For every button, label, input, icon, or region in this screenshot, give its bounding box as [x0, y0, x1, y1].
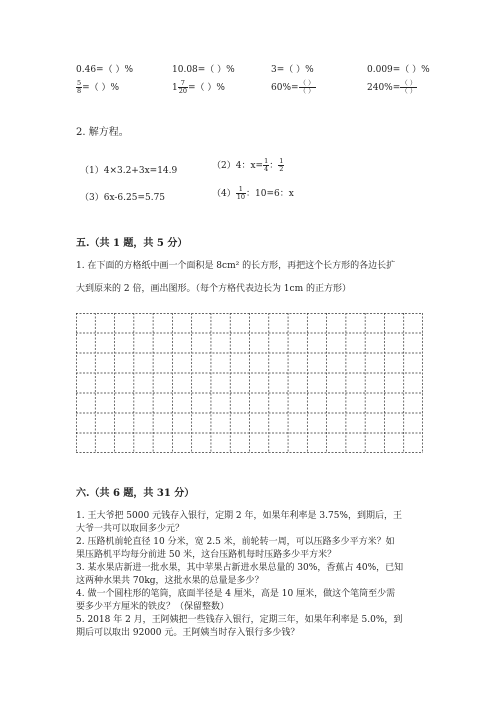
question-text-line: 大爷一共可以取回多少元？	[76, 524, 185, 534]
question-text-line: 果压路机平均每分前进 50 米，这台压路机每时压路多少平方米？	[76, 550, 337, 560]
question-text-line: 要多少平方厘米的铁皮？（保留整数）	[76, 602, 230, 612]
percent-item-five-eighths: $\frac{5}{8}$ =（ ）%	[77, 79, 120, 95]
equation-3: （3）6x-6.25=5.75	[80, 193, 166, 203]
question-text-line: 2. 压路机前轮直径 10 分米，宽 2.5 米，前轮转一周，可以压路多少平方米？如	[76, 537, 395, 547]
equation-2: （2）4：x= $\frac{1}{4}$ ： $\frac{1}{2}$	[212, 157, 284, 173]
section-heading: 五.（共 1 题，共 5 分）	[76, 238, 188, 249]
question-text-line: 4. 做一个圆柱形的笔筒，底面半径是 4 厘米，高是 10 厘米，做这个笔筒至少需	[76, 589, 396, 599]
question-text-line: 5. 2018 年 2 月，王阿姨把一些钱存入银行，定期三年，如果年利率是 5.0%，到	[76, 615, 403, 625]
percent-item-0.009: 0.009=（ ）%	[367, 65, 430, 75]
question-text-line: 期后可以取出 92000 元。王阿姨当时存入银行多少钱？	[76, 628, 300, 638]
question-text-line: 1. 王大爷把 5000 元钱存入银行，定期 2 年，如果年利率是 3.75%，到期后，王	[76, 511, 402, 521]
percent-item-mixed-number: 1 $\frac{7}{20}$ =（ ）%	[172, 79, 225, 95]
fraction: $\frac{1}{2}$	[279, 157, 284, 173]
question-text-line: 这两种水果共 70kg，这批水果的总量是多少？	[76, 576, 264, 586]
equation-1: （1）4×3.2+3x=14.9	[80, 166, 178, 176]
grid-lines	[76, 313, 423, 453]
section-heading: 六.（共 6 题，共 31 分）	[76, 488, 195, 499]
fraction: $\frac{( )}{( )}$	[299, 79, 315, 95]
question-text-line: 1. 在下面的方格纸中画一个面积是 8cm² 的长方形，再把这个长方形的各边长扩	[76, 261, 396, 271]
percent-item-0.46: 0.46=（ ）%	[76, 65, 133, 75]
equation-4: （4） $\frac{1}{10}$ ：10=6：x	[212, 185, 294, 201]
fraction: $\frac{1}{10}$	[236, 185, 246, 201]
percent-item-3: 3=（ ）%	[271, 65, 314, 75]
percent-item-240: 240%= $\frac{( )}{( )}$	[367, 79, 417, 95]
grid-paper	[76, 313, 423, 453]
fraction: $\frac{7}{20}$	[178, 79, 188, 95]
fraction: $\frac{5}{8}$	[77, 79, 82, 95]
question-text-line: 3. 某水果店新进一批水果，其中苹果占新进水果总量的 30%，香蕉占 40%，已知	[76, 563, 404, 573]
percent-item-60: 60%= $\frac{( )}{( )}$	[271, 79, 315, 95]
question-title: 2. 解方程。	[76, 127, 129, 138]
fraction: $\frac{1}{4}$	[264, 157, 269, 173]
percent-item-10.08: 10.08=（ ）%	[172, 65, 235, 75]
fraction: $\frac{( )}{( )}$	[401, 79, 417, 95]
question-text-line: 大到原来的 2 倍，画出图形。（每个方格代表边长为 1cm 的正方形）	[76, 284, 351, 294]
